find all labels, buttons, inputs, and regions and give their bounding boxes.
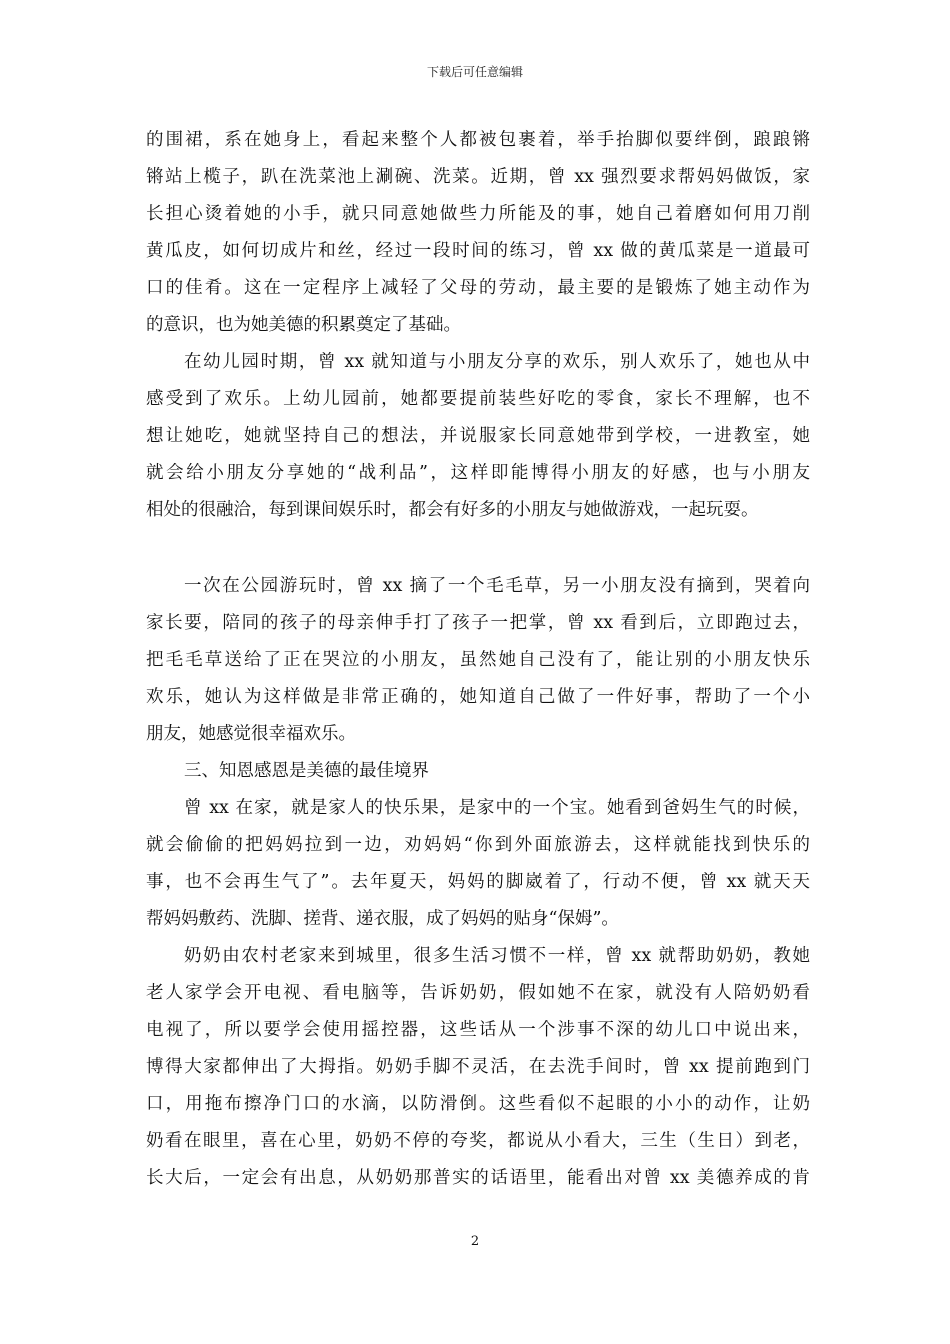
body-line: 的意识，也为她美德的积累奠定了基础。 xyxy=(146,315,461,335)
body-line: 奶奶由农村老家来到城里，很多生活习惯不一样，曾 xx 就帮助奶奶，教她 xyxy=(184,946,810,966)
page-number: 2 xyxy=(470,1234,480,1249)
body-line: 奶看在眼里，喜在心里，奶奶不停的夸奖，都说从小看大，三生（生日）到老， xyxy=(146,1131,810,1151)
section-heading: 三、知恩感恩是美德的最佳境界 xyxy=(184,761,429,781)
body-line: 把毛毛草送给了正在哭泣的小朋友，虽然她自己没有了，能让别的小朋友快乐 xyxy=(146,650,810,670)
body-line: 帮妈妈敷药、洗脚、搓背、递衣服，成了妈妈的贴身“保姆”。 xyxy=(146,909,619,929)
body-line: 博得大家都伸出了大拇指。奶奶手脚不灵活，在去洗手间时，曾 xx 提前跑到门 xyxy=(146,1057,810,1077)
body-line: 口，用拖布擦净门口的水滴，以防滑倒。这些看似不起眼的小小的动作，让奶 xyxy=(146,1094,810,1114)
body-line: 一次在公园游玩时，曾 xx 摘了一个毛毛草，另一小朋友没有摘到，哭着向 xyxy=(184,576,810,596)
body-line: 想让她吃，她就坚持自己的想法，并说服家长同意她带到学校，一进教室，她 xyxy=(146,426,810,446)
body-line: 的围裙，系在她身上，看起来整个人都被包裹着，举手抬脚似要绊倒，踉踉锵 xyxy=(146,130,810,150)
body-line: 口的佳肴。这在一定程序上减轻了父母的劳动，最主要的是锻炼了她主动作为 xyxy=(146,278,810,298)
body-line: 相处的很融洽，每到课间娱乐时，都会有好多的小朋友与她做游戏，一起玩耍。 xyxy=(146,500,759,520)
body-line: 欢乐，她认为这样做是非常正确的，她知道自己做了一件好事，帮助了一个小 xyxy=(146,687,810,707)
body-line: 电视了，所以要学会使用摇控器，这些话从一个涉事不深的幼儿口中说出来， xyxy=(146,1020,810,1040)
body-line: 感受到了欢乐。上幼儿园前，她都要提前装些好吃的零食，家长不理解，也不 xyxy=(146,389,810,409)
body-line: 就会偷偷的把妈妈拉到一边，劝妈妈“你到外面旅游去，这样就能找到快乐的 xyxy=(146,835,810,855)
body-line: 长担心烫着她的小手，就只同意她做些力所能及的事，她自己着磨如何用刀削 xyxy=(146,204,810,224)
body-line: 曾 xx 在家，就是家人的快乐果，是家中的一个宝。她看到爸妈生气的时候， xyxy=(184,798,810,818)
header-note: 下载后可任意编辑 xyxy=(426,65,523,79)
body-line: 锵站上榄子，趴在洗菜池上涮碗、洗菜。近期，曾 xx 强烈要求帮妈妈做饭，家 xyxy=(146,167,810,187)
body-line: 长大后，一定会有出息，从奶奶那普实的话语里，能看出对曾 xx 美德养成的肯 xyxy=(146,1168,810,1188)
body-line: 事，也不会再生气了”。去年夏天，妈妈的脚崴着了，行动不便，曾 xx 就天天 xyxy=(146,872,810,892)
body-line: 黄瓜皮，如何切成片和丝，经过一段时间的练习，曾 xx 做的黄瓜菜是一道最可 xyxy=(146,241,810,261)
body-line: 老人家学会开电视、看电脑等，告诉奶奶，假如她不在家，就没有人陪奶奶看 xyxy=(146,983,810,1003)
body-line: 就会给小朋友分享她的“战利品”，这样即能博得小朋友的好感，也与小朋友 xyxy=(146,463,810,483)
body-line: 朋友，她感觉很幸福欢乐。 xyxy=(146,724,356,744)
body-line: 家长要，陪同的孩子的母亲伸手打了孩子一把掌，曾 xx 看到后，立即跑过去， xyxy=(146,613,810,633)
body-line: 在幼儿园时期，曾 xx 就知道与小朋友分享的欢乐，别人欢乐了，她也从中 xyxy=(184,352,810,372)
